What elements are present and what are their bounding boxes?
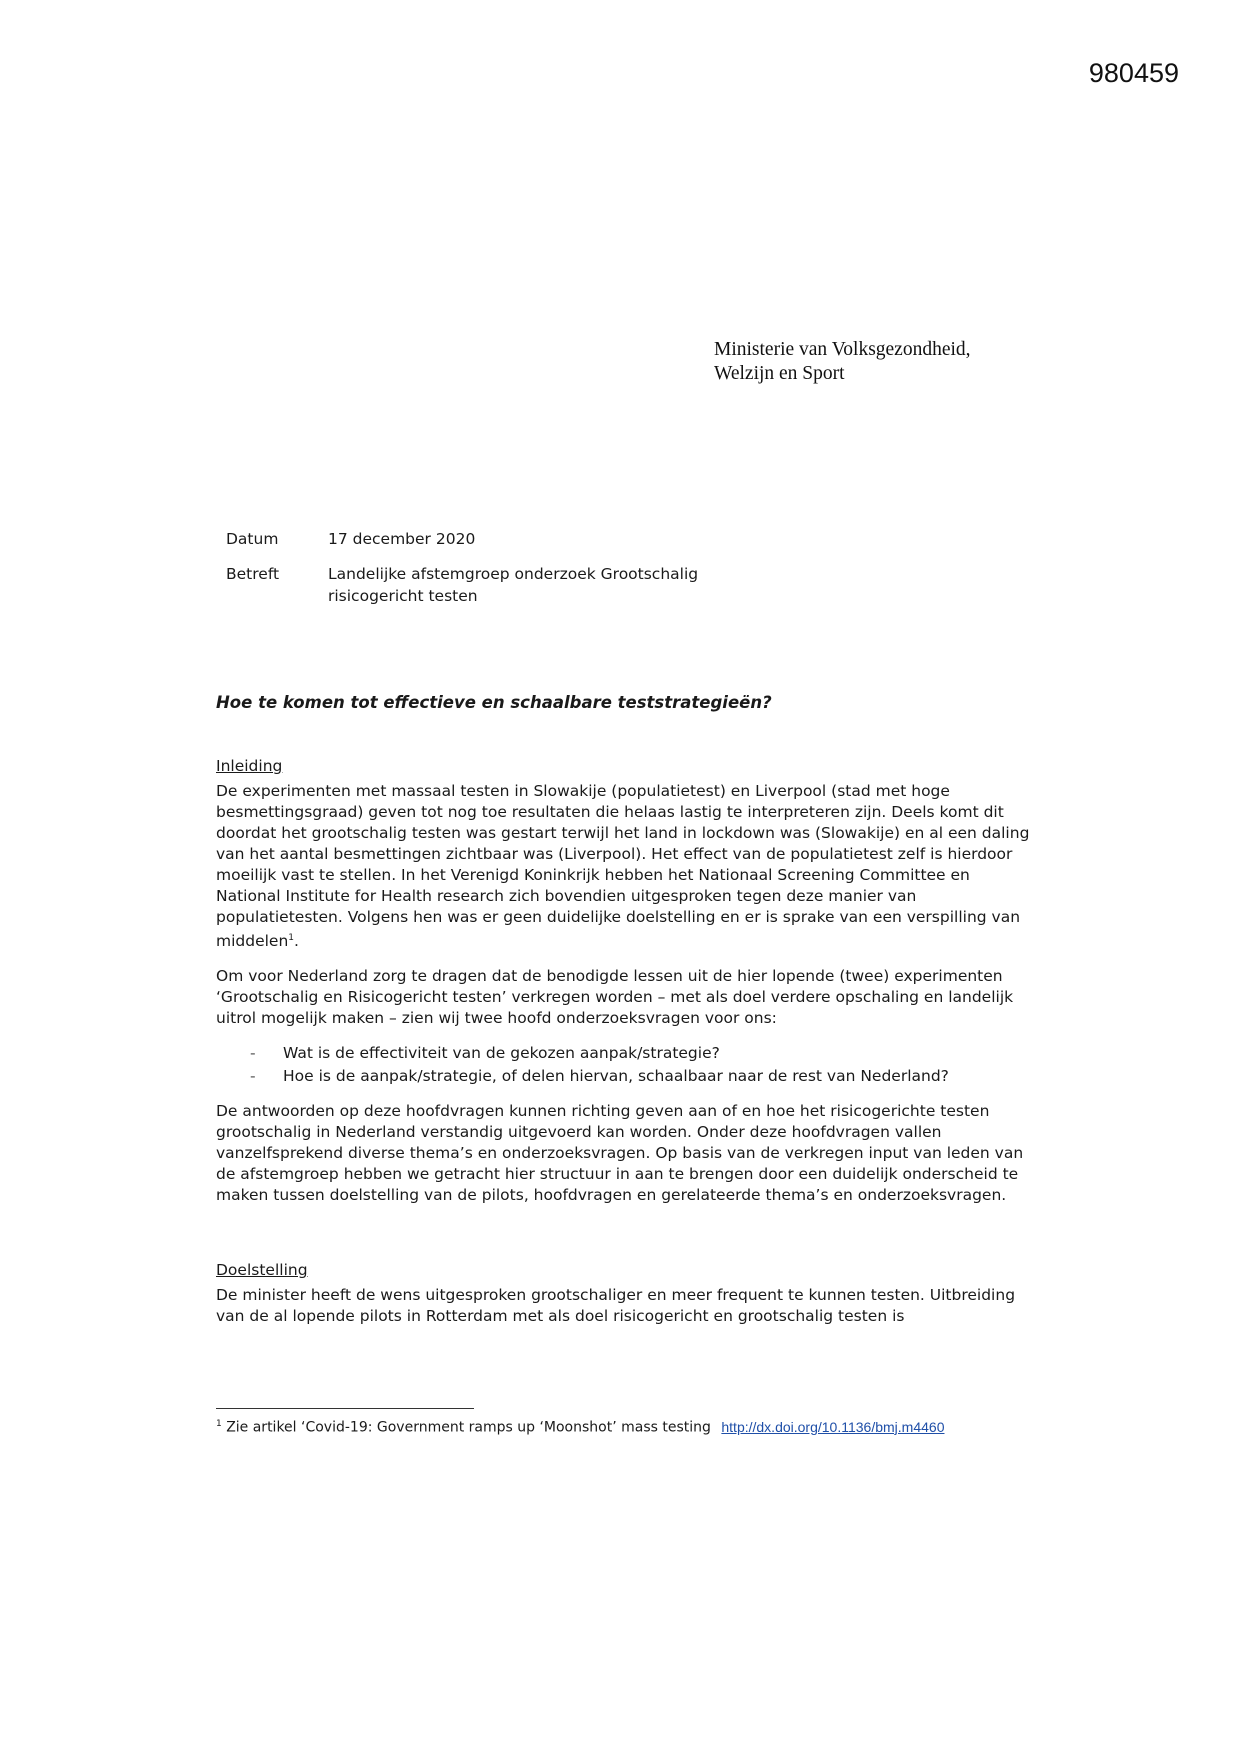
research-questions-list [216,1043,1036,1087]
intro-paragraph-1 [216,781,1036,952]
section-title-doelstelling: Doelstelling [216,1261,308,1280]
date-value: 17 december 2020 [328,530,476,548]
footnote-text: Zie artikel ‘Covid-19: Government ramps up ‘Moonshot’ mass testing [226,1419,711,1436]
section-spacer [216,1220,1036,1260]
list-item-text: Wat is de effectiviteit van de gekozen aanpak/strategie? [283,1044,720,1063]
letter-body [216,692,1036,1341]
goal-paragraph-1: De minister heeft de wens uitgesproken grootschaliger en meer frequent te kunnen testen. Uitbreiding van de al lopende pilots in Rotterdam met als doel risicogericht en grootschalig testen is [216,1286,1016,1326]
subject-row [226,563,748,607]
intro-paragraph-3: De antwoorden op deze hoofdvragen kunnen richting geven aan of en hoe het risicogerichte testen grootschalig in Nederland verstandig uitgevoerd kan worden. Onder deze hoofdvragen vallen vanzelfsprekend diverse thema’s en onderzoeksvragen. Op basis van de verkregen input van leden van de afstemgroep hebben we getracht hier structuur in aan te brengen door een duidelijk onderscheid te maken tussen doelstelling van de pilots, hoofdvragen en gerelateerde thema’s en onderzoeksvragen. [216,1102,1024,1205]
intro-paragraph-1-end: . [294,932,299,951]
bullet-marker: - [250,1067,256,1086]
list-item-text: Hoe is de aanpak/strategie, of delen hiervan, schaalbaar naar de rest van Nederland? [283,1067,949,1086]
letter-meta [226,528,748,620]
list-item [216,1066,1036,1087]
intro-paragraph-1-text: De experimenten met massaal testen in Slowakije (populatietest) en Liverpool (stad met hoge besmettingsgraad) geven tot nog toe resultaten die helaas lastig te interpreteren zijn. Deels komt dit doordat het grootschalig testen was gestart terwijl het land in lockdown was (Slowakije) en al een daling van het aantal besmettingen zichtbaar was (Liverpool). Het effect van de populatietest zelf is hierdoor moeilijk vast te stellen. In het Verenigd Koninkrijk hebben het Nationaal Screening Committee en National Institute for Health research zich bovendien uitgesproken tegen deze manier van populatietesten. Volgens hen was er geen duidelijke doelstelling en er is sprake van een verspilling van middelen [216,782,1030,951]
subject-label: Betreft [226,565,280,583]
bullet-marker: - [250,1044,256,1063]
footnote-link[interactable]: http://dx.doi.org/10.1136/bmj.m4460 [721,1418,945,1435]
subject-value: Landelijke afstemgroep onderzoek Grootschalig risicogericht testen [328,565,699,605]
ministry-name [714,338,971,386]
document-heading: Hoe te komen tot effectieve en schaalbare teststrategieën? [216,693,772,712]
ministry-line-1: Ministerie van Volksgezondheid, [714,339,971,360]
section-title-inleiding: Inleiding [216,757,283,775]
ministry-line-2: Welzijn en Sport [714,363,845,384]
list-item [216,1043,1036,1064]
footnote-reference[interactable]: 1 [288,933,295,943]
date-label: Datum [226,530,279,548]
footnote-number: 1 [216,1419,222,1429]
intro-paragraph-2: Om voor Nederland zorg te dragen dat de benodigde lessen uit de hier lopende (twee) experimenten ‘Grootschalig en Risicogericht testen’ verkregen worden – met als doel verdere opschaling en landelijk uitrol mogelijk maken – zien wij twee hoofd onderzoeksvragen voor ons: [216,967,1014,1028]
date-row [226,528,748,550]
footnote-divider [216,1408,474,1409]
footnote [216,1414,944,1438]
document-number: 980459 [1088,58,1179,88]
